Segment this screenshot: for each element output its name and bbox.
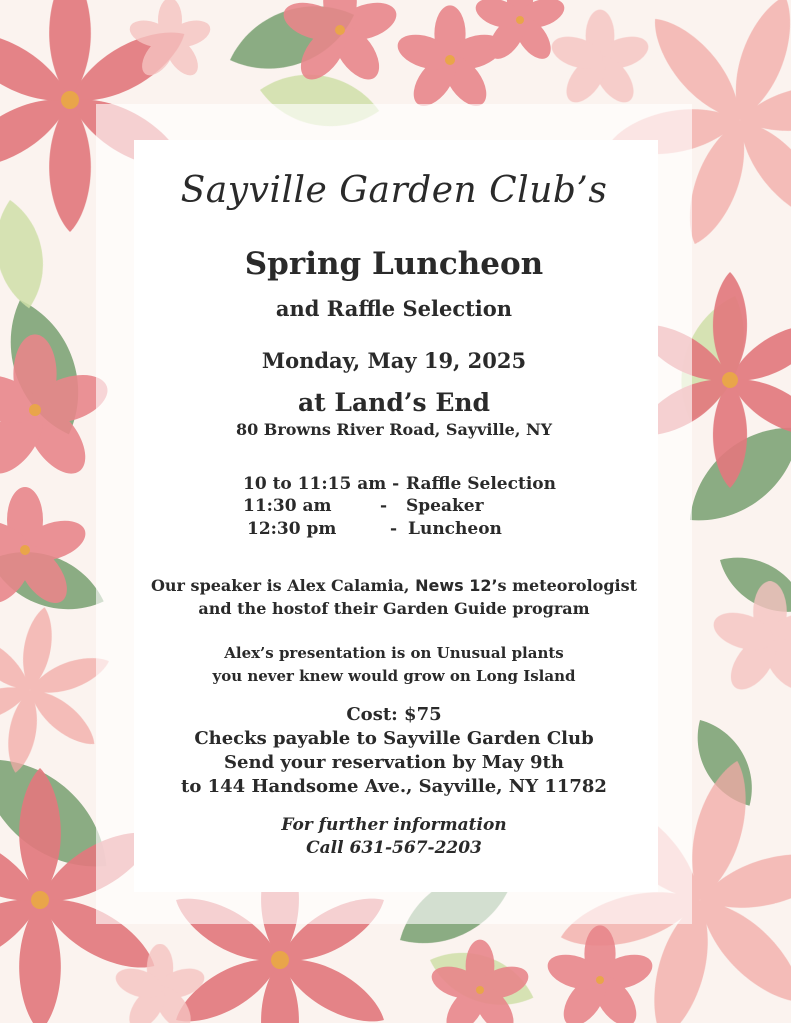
- schedule-separator: -: [380, 496, 388, 516]
- speaker-role: s meteorologist: [497, 576, 637, 595]
- schedule-time: 10 to 11:15 am -: [243, 474, 400, 494]
- club-name: Sayville Garden Club’s: [180, 170, 608, 211]
- event-venue: at Land’s End: [297, 388, 491, 417]
- speaker-line-1: [96, 576, 692, 595]
- schedule-time: 11:30 am: [243, 496, 332, 516]
- payment-line-2: Send your reservation by May 9th: [224, 752, 564, 773]
- schedule-separator: -: [390, 519, 398, 539]
- info-line-1: For further information: [281, 815, 507, 835]
- speaker-line-2: and the hostof their Garden Guide program: [198, 599, 590, 618]
- presentation-line-1: Alex’s presentation is on Unusual plants: [224, 644, 564, 662]
- schedule-activity: Raffle Selection: [406, 474, 556, 494]
- flyer-content: [96, 104, 692, 924]
- event-date: Monday, May 19, 2025: [261, 348, 527, 373]
- payment-line-1: Checks payable to Sayville Garden Club: [194, 728, 594, 749]
- station-name: News 12’: [415, 576, 498, 595]
- cost: Cost: $75: [346, 704, 442, 725]
- event-subtitle: and Raffle Selection: [275, 296, 513, 321]
- schedule-activity: Luncheon: [408, 519, 502, 539]
- event-title: Spring Luncheon: [244, 246, 544, 282]
- payment-line-3: to 144 Handsome Ave., Sayville, NY 11782: [181, 776, 607, 797]
- speaker-intro: Our speaker is Alex Calamia,: [150, 576, 410, 595]
- venue-address: 80 Browns River Road, Sayville, NY: [235, 420, 553, 439]
- schedule-activity: Speaker: [406, 496, 484, 516]
- info-phone: Call 631-567-2203: [306, 838, 482, 858]
- schedule-time: 12:30 pm: [247, 519, 337, 539]
- presentation-line-2: you never knew would grow on Long Island: [212, 667, 576, 685]
